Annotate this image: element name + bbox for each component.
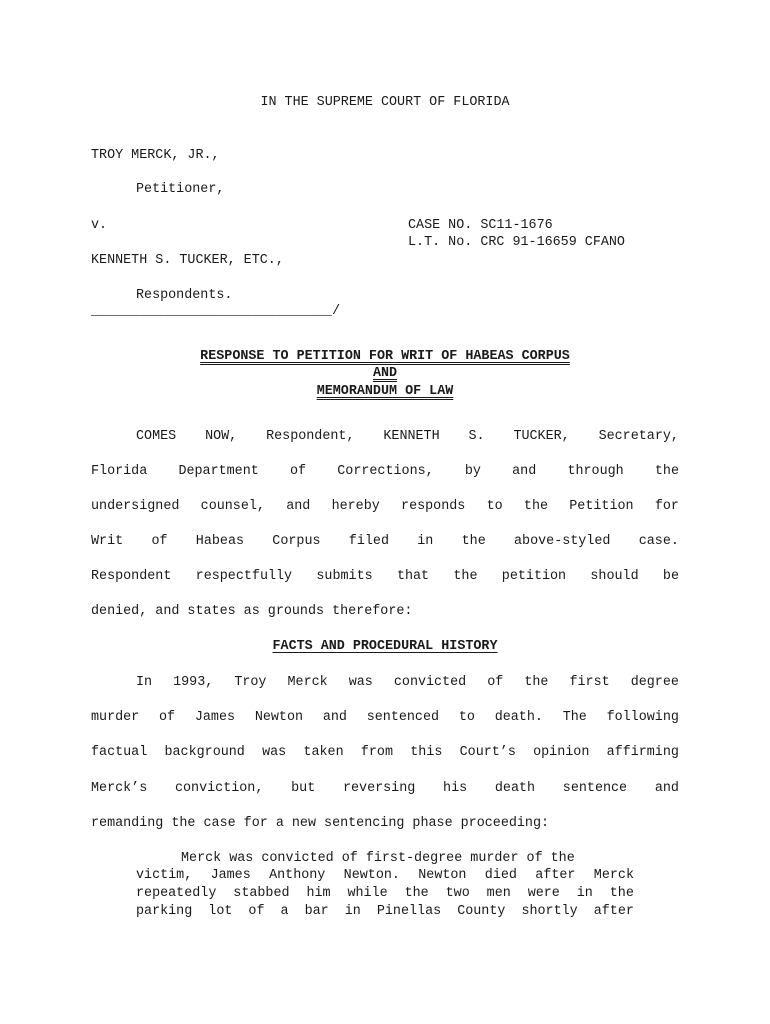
word: Writ (91, 534, 124, 549)
word: and (286, 499, 311, 514)
word: Respondent, (266, 429, 355, 444)
word: responds (401, 499, 466, 514)
word: death (494, 781, 536, 796)
block-quote-line (136, 886, 634, 902)
word: Merck (593, 868, 634, 883)
word: of (248, 904, 265, 919)
block-quote-line (136, 904, 634, 920)
word: James (194, 710, 236, 725)
word: background (164, 745, 245, 760)
word: men (486, 886, 511, 901)
word: a (280, 904, 289, 919)
word: repeatedly (136, 886, 217, 901)
word: NOW, (205, 429, 238, 444)
section-heading: FACTS AND PROCEDURAL HISTORY (272, 639, 498, 654)
word: James (210, 868, 251, 883)
word: following (606, 710, 679, 725)
word: factual (91, 745, 148, 760)
word: of (159, 710, 176, 725)
facts-line (91, 710, 679, 726)
word: County (457, 904, 506, 919)
word: Petition (569, 499, 634, 514)
word: convicted (393, 675, 467, 690)
word: filed (348, 534, 389, 549)
word: the (461, 534, 486, 549)
intro-line (91, 499, 679, 515)
intro-line (91, 464, 679, 480)
word: the (523, 499, 549, 514)
respondent-role: Respondents. (136, 288, 233, 303)
caption-signature-line: ______________________________/ (91, 304, 341, 319)
word: by (464, 464, 481, 479)
word: of (289, 464, 307, 479)
word: above-styled (514, 534, 611, 549)
word: this (410, 745, 443, 760)
word: of (151, 534, 168, 549)
word: Merck’s (91, 781, 148, 796)
word: Corpus (272, 534, 321, 549)
word: parking (136, 904, 193, 919)
word: him (306, 886, 331, 901)
intro-line: denied, and states as grounds therefore: (91, 604, 413, 619)
intro-line (91, 569, 679, 585)
court-name: IN THE SUPREME COURT OF FLORIDA (260, 95, 510, 110)
word: was (262, 745, 287, 760)
facts-line (91, 745, 679, 761)
word: Corrections, (337, 464, 434, 479)
word: to (486, 499, 503, 514)
word: stabbed (233, 886, 290, 901)
intro-line (91, 534, 679, 550)
block-quote-line (136, 868, 634, 884)
word: should (590, 569, 639, 584)
word: in (417, 534, 434, 549)
word: 1993, (173, 675, 214, 690)
word: of (487, 675, 504, 690)
word: COMES (136, 429, 177, 444)
word: Respondent (91, 569, 172, 584)
word: after (593, 904, 634, 919)
case-number: CASE NO. SC11-1676 (408, 218, 553, 233)
word: submits (316, 569, 373, 584)
word: and (512, 464, 537, 479)
word: while (347, 886, 388, 901)
word: Newton. (343, 868, 400, 883)
word: Secretary, (598, 429, 679, 444)
word: his (443, 781, 468, 796)
document-title-line3: MEMORANDUM OF LAW (316, 384, 454, 399)
word: two (445, 886, 470, 901)
facts-line (136, 675, 679, 691)
word: taken (303, 745, 344, 760)
facts-line: remanding the case for a new sentencing phase proceeding: (91, 816, 550, 831)
word: the (453, 569, 478, 584)
block-quote-line: Merck was convicted of first-degree murder of the (181, 851, 575, 866)
word: The (562, 710, 587, 725)
word: petition (501, 569, 567, 584)
word: died (484, 868, 517, 883)
versus-label: v. (91, 218, 108, 233)
word: in (344, 904, 361, 919)
word: the (404, 886, 429, 901)
word: from (360, 745, 393, 760)
petitioner-name: TROY MERCK, JR., (91, 148, 220, 163)
word: conviction, (174, 781, 264, 796)
word: the (524, 675, 549, 690)
word: In (136, 675, 153, 690)
word: Habeas (195, 534, 245, 549)
word: was (348, 675, 373, 690)
word: sentenced (366, 710, 440, 725)
facts-line (91, 781, 679, 797)
word: death. (494, 710, 543, 725)
word: degree (630, 675, 679, 690)
petitioner-role: Petitioner, (136, 182, 225, 197)
word: Newton (254, 710, 304, 725)
word: to (458, 710, 475, 725)
word: bar (304, 904, 329, 919)
word: respectfully (195, 569, 293, 584)
word: Florida (91, 464, 148, 479)
word: the (609, 886, 634, 901)
word: Court’s (459, 745, 516, 760)
word: the (654, 464, 679, 479)
word: Merck (287, 675, 328, 690)
intro-line (136, 429, 679, 445)
word: victim, (136, 868, 193, 883)
word: S. (468, 429, 485, 444)
word: opinion (533, 745, 590, 760)
word: Newton (418, 868, 467, 883)
word: Troy (234, 675, 267, 690)
word: sentence (562, 781, 628, 796)
document-title-line1: RESPONSE TO PETITION FOR WRIT OF HABEAS CORPUS (200, 349, 570, 364)
word: TUCKER, (513, 429, 570, 444)
word: be (662, 569, 679, 584)
word: for (654, 499, 679, 514)
word: but (291, 781, 316, 796)
word: through (567, 464, 624, 479)
word: were (527, 886, 560, 901)
word: Department (178, 464, 259, 479)
word: Pinellas (376, 904, 442, 919)
lower-tribunal-number: L.T. No. CRC 91-16659 CFANO (408, 235, 625, 250)
word: undersigned (91, 499, 180, 514)
document-title-line2: AND (372, 366, 398, 381)
word: counsel, (200, 499, 265, 514)
word: lot (208, 904, 233, 919)
word: affirming (606, 745, 679, 760)
word: in (576, 886, 593, 901)
word: that (396, 569, 430, 584)
word: reversing (342, 781, 416, 796)
word: and (322, 710, 347, 725)
word: murder (91, 710, 140, 725)
respondent-name: KENNETH S. TUCKER, ETC., (91, 253, 284, 268)
word: case. (638, 534, 679, 549)
word: Anthony (269, 868, 326, 883)
word: shortly (521, 904, 578, 919)
word: first (569, 675, 610, 690)
word: hereby (331, 499, 380, 514)
word: and (654, 781, 679, 796)
word: after (535, 868, 576, 883)
word: KENNETH (383, 429, 440, 444)
